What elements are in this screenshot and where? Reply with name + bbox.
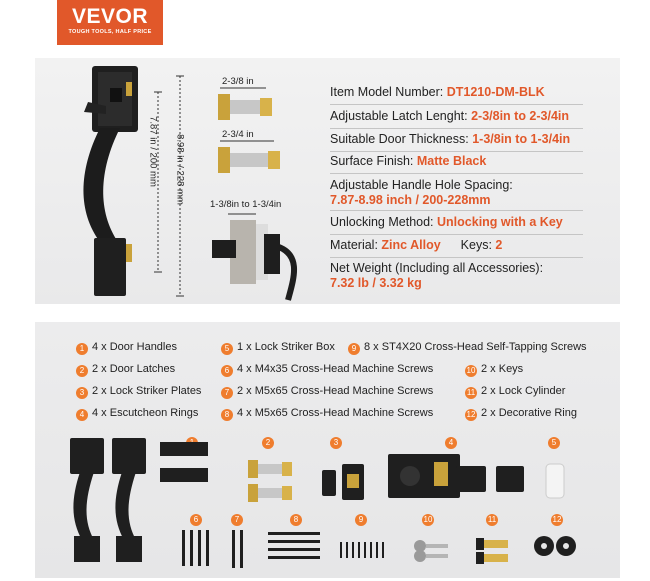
escutcheon-rings-icon [388,454,524,498]
part-badge-10: 10 [423,515,433,524]
part-badge-11: 11 [487,515,497,524]
striker-box-icon [546,464,564,498]
part-badge-12: 12 [552,515,562,524]
door-handles-icon [70,438,208,562]
part-badge-4: 4 [445,437,457,449]
spec-divider [330,173,583,174]
part-item: 7 2 x M5x65 Cross-Head Machine Screws [221,385,433,399]
part-item: 9 8 x ST4X20 Cross-Head Self-Tapping Screws [348,341,587,355]
spec-finish: Surface Finish: Matte Black [330,154,487,168]
part-item: 3 2 x Lock Striker Plates [76,385,201,399]
part-badge-3: 3 [330,437,342,449]
spec-divider [330,234,583,235]
latch-long-icon [214,139,290,177]
part-item: 10 2 x Keys [466,363,524,375]
latch-short-icon [214,86,284,122]
spec-spacing-value: 7.87-8.98 inch / 200-228mm [330,193,491,207]
latch-dim-1: 2-3/8 in [222,76,254,87]
door-latches-icon [248,460,292,502]
part-badge-2: 2 [262,437,274,449]
m4x35-screws-icon [182,530,209,566]
spec-model: Item Model Number: DT1210-DM-BLK [330,85,545,99]
latch-dim-2: 2-3/4 in [222,129,254,140]
spec-latch: Adjustable Latch Lenght: 2-3/8in to 2-3/4in [330,109,570,123]
logo-tagline: TOUGH TOOLS, HALF PRICE [68,29,152,35]
part-badge-9: 9 [355,514,367,526]
m5x65-screws-horizontal-icon [268,532,320,559]
spec-weight-label: Net Weight (Including all Accessories): [330,261,544,275]
lock-cylinder-icon [476,538,508,564]
keys-icon [414,540,448,562]
part-item: 12 2 x Decorative Ring [466,407,577,419]
spec-door: Suitable Door Thickness: 1-3/8in to 1-3/4in [330,132,571,146]
part-item: 1 4 x Door Handles [76,341,177,355]
spec-divider [330,257,583,258]
part-item: 8 4 x M5x65 Cross-Head Machine Screws [221,407,433,421]
part-badge-6: 6 [190,514,202,526]
spec-unlock: Unlocking Method: Unlocking with a Key [330,215,563,229]
part-item: 11 2 x Lock Cylinder [466,385,566,397]
vevor-logo [57,0,163,45]
door-thickness-dim: 1-3/8in to 1-3/4in [210,199,282,210]
handle-short-dim: 7.87 in / 200 mm [147,116,159,187]
spec-spacing-label: Adjustable Handle Hole Spacing: [330,178,513,192]
handle-long-dim: 8.98 in / 228 mm [174,134,186,205]
part-item: 4 4 x Escutcheon Rings [76,407,198,421]
spec-divider [330,104,583,105]
part-badge-5: 5 [548,437,560,449]
part-item: 5 1 x Lock Striker Box [221,341,335,355]
self-tapping-screws-icon [340,542,384,558]
part-item: 6 4 x M4x35 Cross-Head Machine Screws [221,363,433,377]
part-item: 2 2 x Door Latches [76,363,175,377]
part-badge-8: 8 [290,514,302,526]
logo-name: VEVOR [71,5,149,28]
spec-divider [330,128,583,129]
decorative-ring-icon [534,536,576,556]
spec-divider [330,151,583,152]
m5x65-screws-icon [232,530,243,568]
parts-illustrations [68,432,628,572]
spec-divider [330,210,583,211]
door-section-icon [206,210,306,302]
spec-weight-value: 7.32 lb / 3.32 kg [330,276,422,290]
part-badge-7: 7 [231,514,243,526]
spec-material: Material: Zinc Alloy Keys: 2 [330,238,503,252]
striker-plates-icon [322,464,364,500]
